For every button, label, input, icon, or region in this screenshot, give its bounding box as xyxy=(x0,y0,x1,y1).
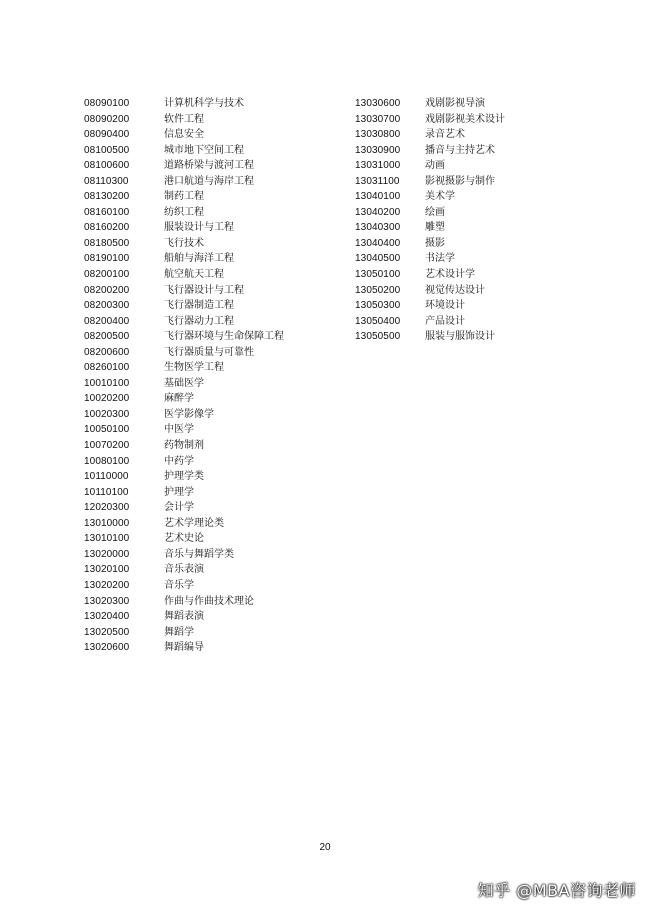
major-code: 10010100 xyxy=(84,377,130,389)
major-name: 生物医学工程 xyxy=(164,362,224,374)
list-item xyxy=(84,625,334,641)
list-item xyxy=(84,485,334,501)
major-code: 13020400 xyxy=(84,611,130,623)
major-code: 10020300 xyxy=(84,408,130,420)
major-name: 动画 xyxy=(425,160,445,172)
major-name: 视觉传达设计 xyxy=(425,284,485,296)
major-list-right xyxy=(355,96,615,345)
list-item xyxy=(84,438,334,454)
major-name: 艺术学理论类 xyxy=(164,517,224,529)
major-name: 音乐表演 xyxy=(164,564,204,576)
major-name: 信息安全 xyxy=(164,129,204,141)
major-name: 中药学 xyxy=(164,455,194,467)
list-item xyxy=(84,469,334,485)
major-code: 08090100 xyxy=(84,98,130,109)
major-name: 美术学 xyxy=(425,191,455,203)
list-item xyxy=(84,391,334,407)
major-code: 08110300 xyxy=(84,175,129,187)
major-name: 环境设计 xyxy=(425,300,465,312)
major-code: 13050100 xyxy=(355,269,401,281)
major-code: 13020500 xyxy=(84,626,130,638)
major-code: 13050500 xyxy=(355,331,401,343)
major-name: 戏剧影视导演 xyxy=(425,98,485,109)
major-code: 08090200 xyxy=(84,113,130,125)
list-item xyxy=(84,531,334,547)
list-item xyxy=(84,236,334,252)
major-name: 飞行器动力工程 xyxy=(164,315,234,327)
major-code: 13040100 xyxy=(355,191,401,203)
major-code: 13050300 xyxy=(355,300,401,312)
list-item xyxy=(355,314,615,330)
major-code: 13020200 xyxy=(84,579,130,591)
list-item xyxy=(355,143,615,159)
list-item xyxy=(84,547,334,563)
watermark: 知乎 @MBA咨询老师 xyxy=(477,881,636,900)
list-item xyxy=(84,127,334,143)
major-name: 服装与服饰设计 xyxy=(425,331,495,343)
major-name: 播音与主持艺术 xyxy=(425,144,495,156)
list-item xyxy=(84,407,334,423)
major-name: 作曲与作曲技术理论 xyxy=(164,595,254,607)
major-name: 服装设计与工程 xyxy=(164,222,234,234)
major-name: 书法学 xyxy=(425,253,455,265)
major-name: 录音艺术 xyxy=(425,129,465,141)
major-name: 舞蹈表演 xyxy=(164,611,204,623)
major-code: 10070200 xyxy=(84,440,130,452)
major-name: 飞行器质量与可靠性 xyxy=(164,346,254,358)
list-item xyxy=(84,454,334,470)
major-name: 计算机科学与技术 xyxy=(164,98,244,109)
major-code: 13020600 xyxy=(84,642,130,654)
major-code: 08100500 xyxy=(84,144,130,156)
major-code: 10110000 xyxy=(84,471,129,483)
major-code: 13030600 xyxy=(355,98,401,109)
major-name: 音乐与舞蹈学类 xyxy=(164,548,234,560)
major-name: 航空航天工程 xyxy=(164,269,224,281)
list-item xyxy=(84,298,334,314)
major-code: 13040500 xyxy=(355,253,401,265)
list-item xyxy=(355,251,615,267)
page-number: 20 xyxy=(319,842,331,853)
list-item xyxy=(355,267,615,283)
major-list-left xyxy=(84,96,334,656)
major-code: 13010100 xyxy=(84,533,130,545)
major-code: 13030700 xyxy=(355,113,401,125)
major-code: 10020200 xyxy=(84,393,130,405)
major-code: 08160100 xyxy=(84,206,130,218)
major-name: 港口航道与海岸工程 xyxy=(164,175,254,187)
list-item xyxy=(84,96,334,112)
major-name: 基础医学 xyxy=(164,377,204,389)
major-name: 飞行技术 xyxy=(164,237,204,249)
major-name: 船舶与海洋工程 xyxy=(164,253,234,265)
major-name: 纺织工程 xyxy=(164,206,204,218)
major-name: 软件工程 xyxy=(164,113,204,125)
major-name: 艺术设计学 xyxy=(425,269,475,281)
major-code: 08100600 xyxy=(84,160,130,172)
major-code: 13040200 xyxy=(355,206,401,218)
major-code: 08200300 xyxy=(84,300,130,312)
major-code: 13030800 xyxy=(355,129,401,141)
major-code: 13050400 xyxy=(355,315,401,327)
list-item xyxy=(84,500,334,516)
major-name: 飞行器环境与生命保障工程 xyxy=(164,331,284,343)
list-item xyxy=(355,329,615,345)
list-item xyxy=(84,112,334,128)
list-item xyxy=(355,283,615,299)
major-name: 中医学 xyxy=(164,424,194,436)
list-item xyxy=(84,283,334,299)
major-code: 13031000 xyxy=(355,160,401,172)
major-name: 飞行器制造工程 xyxy=(164,300,234,312)
list-item xyxy=(355,158,615,174)
list-item xyxy=(84,205,334,221)
major-name: 戏剧影视美术设计 xyxy=(425,113,505,125)
major-code: 08200400 xyxy=(84,315,130,327)
major-name: 绘画 xyxy=(425,206,445,218)
major-code: 08130200 xyxy=(84,191,130,203)
major-name: 医学影像学 xyxy=(164,408,214,420)
list-item xyxy=(84,329,334,345)
list-item xyxy=(84,640,334,656)
major-code: 08200600 xyxy=(84,346,130,358)
major-code: 13040300 xyxy=(355,222,401,234)
major-name: 摄影 xyxy=(425,237,445,249)
major-code: 12020300 xyxy=(84,502,130,514)
major-name: 舞蹈编导 xyxy=(164,642,204,654)
major-code: 13020100 xyxy=(84,564,130,576)
major-code: 10080100 xyxy=(84,455,130,467)
list-item xyxy=(84,376,334,392)
list-item xyxy=(84,609,334,625)
major-name: 影视摄影与制作 xyxy=(425,175,495,187)
major-name: 艺术史论 xyxy=(164,533,204,545)
major-code: 13020000 xyxy=(84,548,130,560)
major-name: 麻醉学 xyxy=(164,393,194,405)
major-code: 08190100 xyxy=(84,253,130,265)
list-item xyxy=(84,158,334,174)
list-item xyxy=(84,189,334,205)
major-name: 护理学类 xyxy=(164,471,204,483)
major-name: 舞蹈学 xyxy=(164,626,194,638)
list-item xyxy=(84,516,334,532)
list-item xyxy=(355,236,615,252)
list-item xyxy=(84,422,334,438)
major-code: 13050200 xyxy=(355,284,401,296)
list-item xyxy=(355,127,615,143)
list-item xyxy=(355,112,615,128)
major-code: 13030900 xyxy=(355,144,401,156)
major-code: 13020300 xyxy=(84,595,130,607)
major-name: 药物制剂 xyxy=(164,440,204,452)
list-item xyxy=(84,594,334,610)
major-code: 10110100 xyxy=(84,486,129,498)
major-code: 10050100 xyxy=(84,424,130,436)
list-item xyxy=(355,96,615,112)
list-item xyxy=(355,174,615,190)
major-code: 08200500 xyxy=(84,331,130,343)
major-name: 产品设计 xyxy=(425,315,465,327)
major-name: 会计学 xyxy=(164,502,194,514)
list-item xyxy=(84,143,334,159)
major-name: 城市地下空间工程 xyxy=(164,144,244,156)
major-name: 雕塑 xyxy=(425,222,445,234)
list-item xyxy=(84,578,334,594)
major-code: 13010000 xyxy=(84,517,130,529)
list-item xyxy=(84,174,334,190)
major-code: 08090400 xyxy=(84,129,130,141)
major-name: 飞行器设计与工程 xyxy=(164,284,244,296)
list-item xyxy=(84,562,334,578)
major-name: 道路桥梁与渡河工程 xyxy=(164,160,254,172)
list-item xyxy=(355,298,615,314)
major-code: 08200100 xyxy=(84,269,130,281)
major-code: 13040400 xyxy=(355,237,401,249)
major-code: 08180500 xyxy=(84,237,130,249)
list-item xyxy=(84,267,334,283)
list-item xyxy=(355,189,615,205)
list-item xyxy=(84,251,334,267)
list-item xyxy=(84,220,334,236)
major-code: 13031100 xyxy=(355,175,400,187)
major-name: 护理学 xyxy=(164,486,194,498)
major-code: 08200200 xyxy=(84,284,130,296)
list-item xyxy=(84,314,334,330)
list-item xyxy=(84,360,334,376)
list-item xyxy=(84,345,334,361)
major-name: 制药工程 xyxy=(164,191,204,203)
major-code: 08260100 xyxy=(84,362,130,374)
major-code: 08160200 xyxy=(84,222,130,234)
list-item xyxy=(355,205,615,221)
major-name: 音乐学 xyxy=(164,579,194,591)
list-item xyxy=(355,220,615,236)
